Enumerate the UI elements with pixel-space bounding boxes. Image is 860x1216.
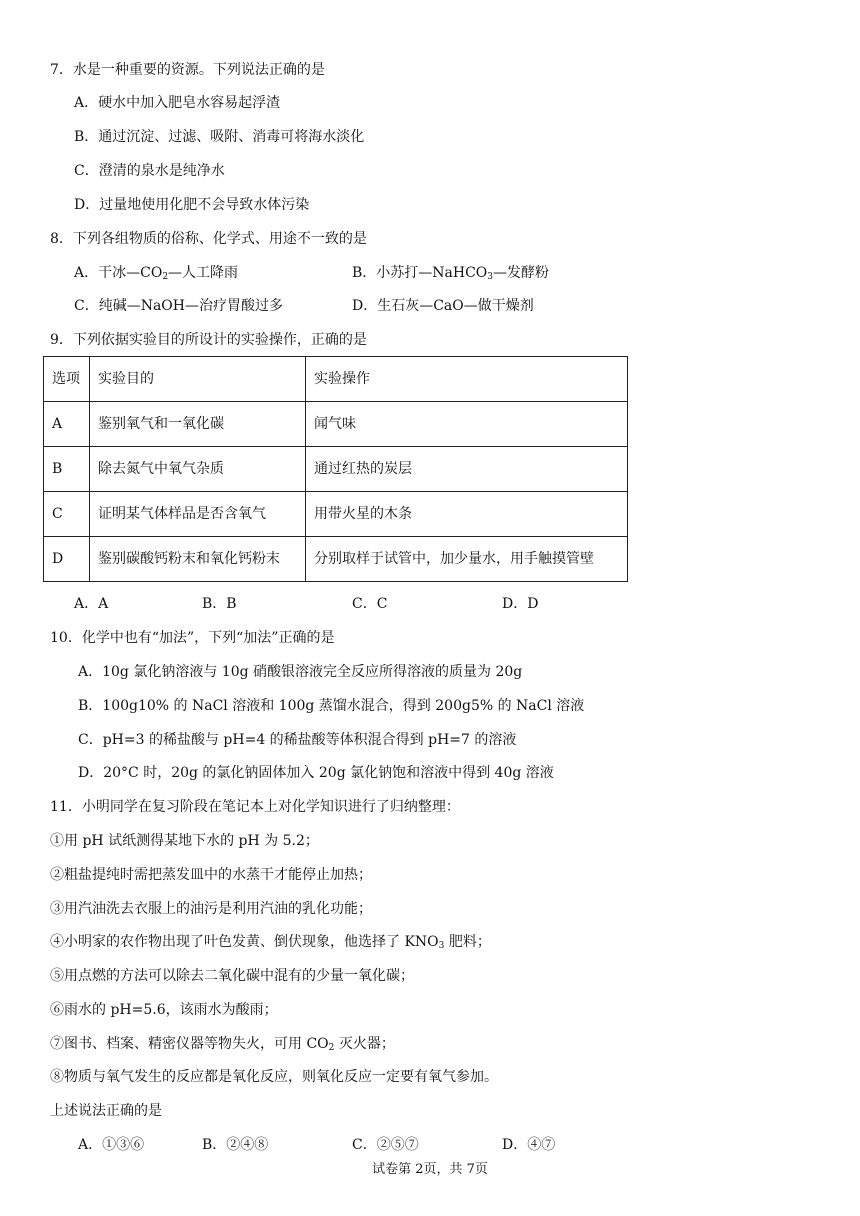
q10-stem: 10．化学中也有“加法”，下列“加法”正确的是 <box>50 630 335 646</box>
q8-option-d: D．生石灰—CaO—做干燥剂 <box>352 298 534 314</box>
table-cell: 除去氮气中氧气杂质 <box>90 447 306 492</box>
q11-answer-d: D．④⑦ <box>502 1137 556 1153</box>
table-header-cell: 选项 <box>44 357 90 402</box>
table-row <box>44 492 628 537</box>
table-cell: 鉴别氧气和一氧化碳 <box>90 402 306 447</box>
table-cell: 通过红热的炭层 <box>306 447 628 492</box>
q9-answer-a: A．A <box>74 596 109 612</box>
table-row <box>44 447 628 492</box>
q11-answer-c: C．②⑤⑦ <box>352 1137 419 1153</box>
table-cell: A <box>44 402 90 447</box>
q9-answer-d: D．D <box>502 596 539 612</box>
q8-stem: 8．下列各组物质的俗称、化学式、用途不一致的是 <box>50 231 367 247</box>
q9-stem: 9．下列依据实验目的所设计的实验操作，正确的是 <box>50 332 367 348</box>
q9-answer-b: B．B <box>202 596 237 612</box>
q7-stem: 7．水是一种重要的资源。下列说法正确的是 <box>50 62 325 78</box>
q11-statement-1: ①用 pH 试纸测得某地下水的 pH 为 5.2； <box>50 833 319 849</box>
q11-statement-6: ⑥雨水的 pH=5.6，该雨水为酸雨； <box>50 1002 278 1018</box>
q11-answer-b: B．②④⑧ <box>202 1137 269 1153</box>
q8-option-a: A．干冰$—CO_2—$人工降雨 <box>74 265 239 282</box>
table-cell: 闻气味 <box>306 402 628 447</box>
table-header-cell: 实验操作 <box>306 357 628 402</box>
page-footer: 试卷第 2页，共 7页 <box>372 1162 488 1177</box>
q9-table <box>43 356 628 582</box>
q9-answer-c: C．C <box>352 596 388 612</box>
q11-statement-8: ⑧物质与氧气发生的反应都是氧化反应，则氧化反应一定要有氧气参加。 <box>50 1069 498 1085</box>
q7-option-a: A．硬水中加入肥皂水容易起浮渣 <box>74 95 281 111</box>
q7-option-d: D．过量地使用化肥不会导致水体污染 <box>74 197 310 213</box>
q11-statement-5: ⑤用点燃的方法可以除去二氧化碳中混有的少量一氧化碳； <box>50 968 414 984</box>
q10-option-a: A．10g 氯化钠溶液与 10g 硝酸银溶液完全反应所得溶液的质量为 20g <box>78 664 523 680</box>
table-cell: 分别取样于试管中，加少量水，用手触摸管壁 <box>306 537 628 582</box>
q10-option-b: B．100g10% 的 NaCl 溶液和 100g 蒸馏水混合，得到 200g5% 的 NaCl 溶液 <box>78 698 585 714</box>
q7-option-c: C．澄清的泉水是纯净水 <box>74 163 225 179</box>
q10-option-c: C．pH=3 的稀盐酸与 pH=4 的稀盐酸等体积混合得到 pH=7 的溶液 <box>78 732 517 748</box>
table-header-cell: 实验目的 <box>90 357 306 402</box>
q7-option-b: B．通过沉淀、过滤、吸附、消毒可将海水淡化 <box>74 129 365 145</box>
table-cell: D <box>44 537 90 582</box>
table-cell: 用带火星的木条 <box>306 492 628 537</box>
q8-option-c: C．纯碱—NaOH—治疗胃酸过多 <box>74 298 283 314</box>
table-cell: 证明某气体样品是否含氧气 <box>90 492 306 537</box>
q11-statement-2: ②粗盐提纯时需把蒸发皿中的水蒸干才能停止加热； <box>50 867 372 883</box>
q11-statement-7: ⑦图书、档案、精密仪器等物失火，可用 $CO_2$ 灭火器； <box>50 1036 395 1053</box>
q8-option-b: B．小苏打—NaHCO$_3$—发酵粉 <box>352 265 550 282</box>
table-row <box>44 537 628 582</box>
table-row <box>44 402 628 447</box>
q11-answer-a: A．①③⑥ <box>78 1137 145 1153</box>
q11-statement-4: ④小明家的农作物出现了叶色发黄、倒伏现象，他选择了 $KNO_3$ 肥料； <box>50 934 491 951</box>
q11-stem: 11．小明同学在复习阶段在笔记本上对化学知识进行了归纳整理： <box>50 799 460 815</box>
table-header-row <box>44 357 628 402</box>
table-cell: B <box>44 447 90 492</box>
q11-conclusion: 上述说法正确的是 <box>50 1103 162 1119</box>
q11-statement-3: ③用汽油洗去衣服上的油污是利用汽油的乳化功能； <box>50 901 372 917</box>
q10-option-d: D．20°C 时，20g 的氯化钠固体加入 20g 氯化钠饱和溶液中得到 40g 溶液 <box>78 765 554 781</box>
table-cell: C <box>44 492 90 537</box>
table-cell: 鉴别碳酸钙粉末和氧化钙粉末 <box>90 537 306 582</box>
